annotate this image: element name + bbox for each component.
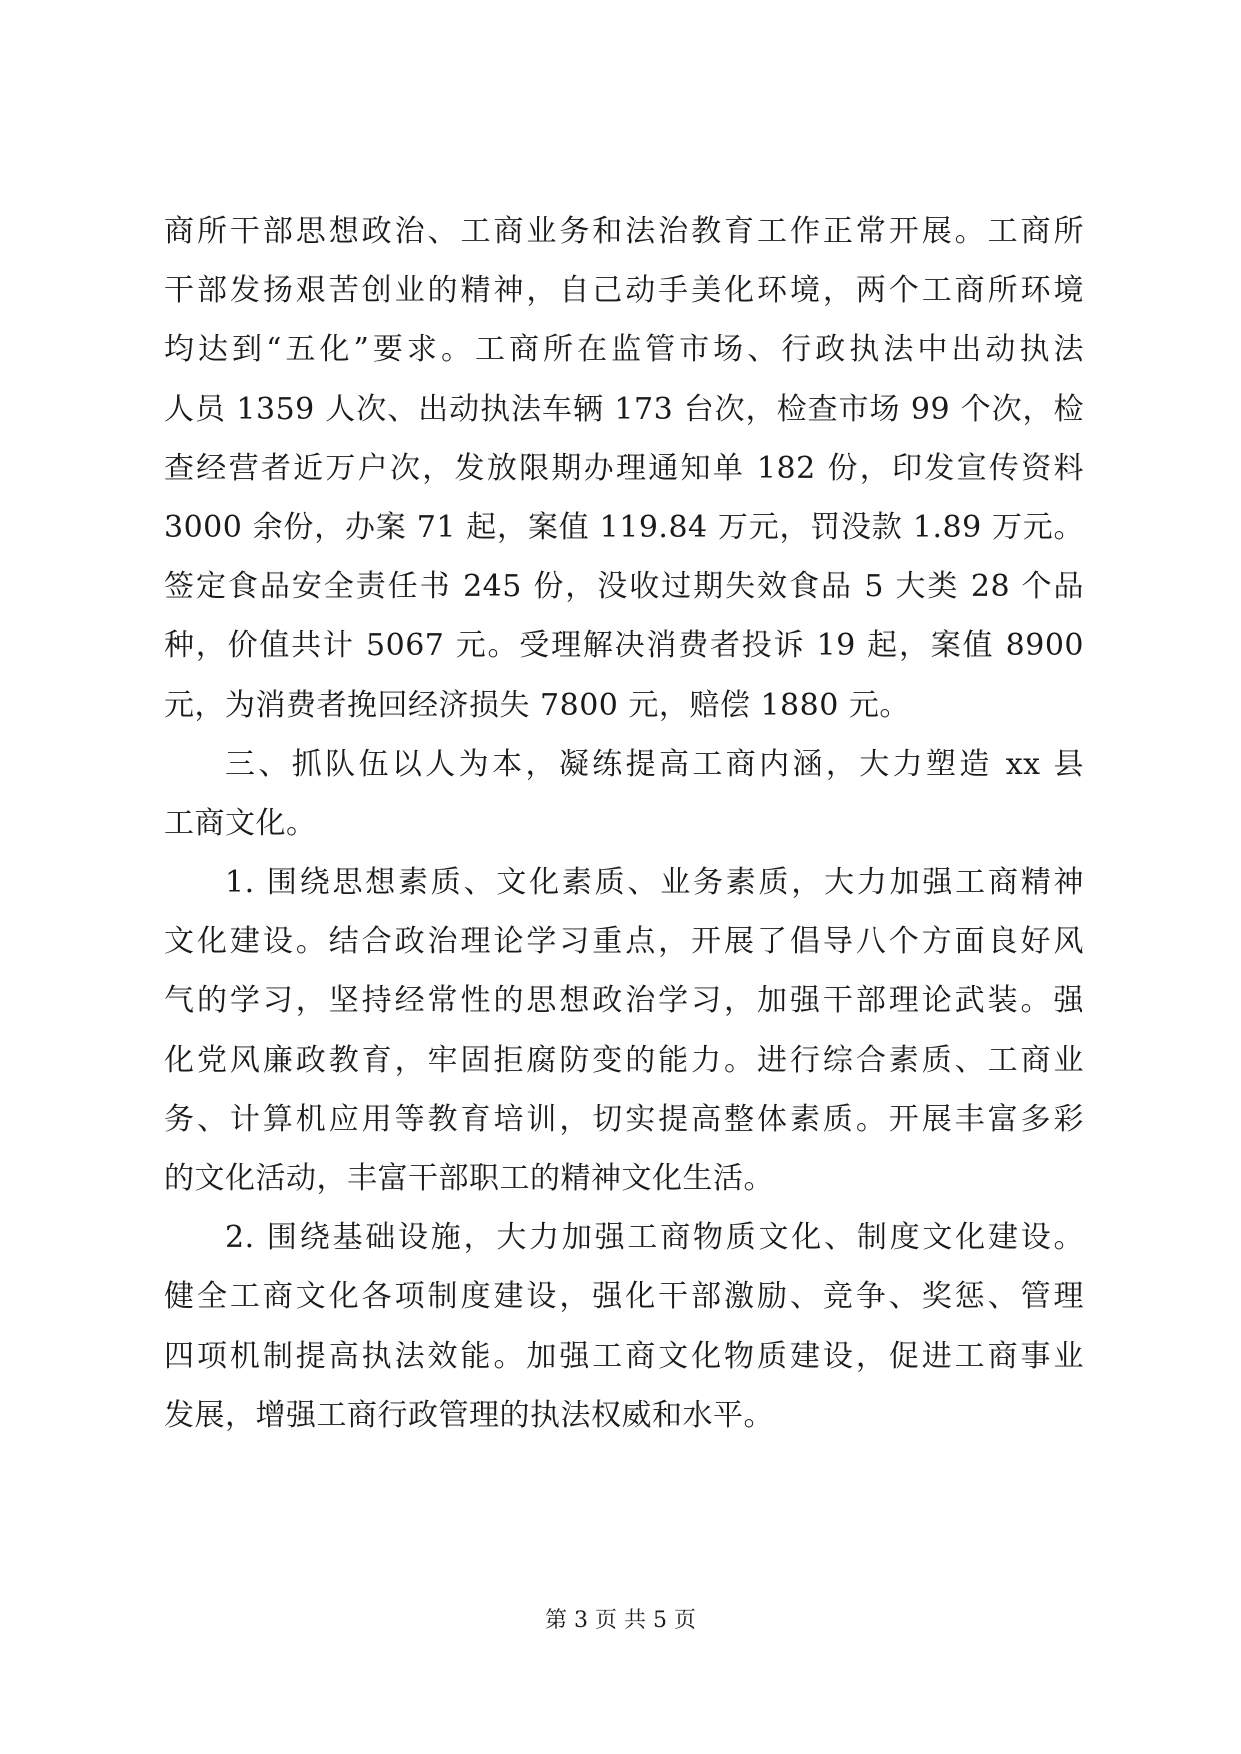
section-heading-line: 三、抓队伍以人为本，凝练提高工商内涵，大力塑造 xx 县 xyxy=(225,746,1084,782)
text-line: 四项机制提高执法效能。加强工商文化物质建设，促进工商事业 xyxy=(164,1338,1084,1374)
text-line: 均达到“五化”要求。工商所在监管市场、行政执法中出动执法 xyxy=(164,332,1084,368)
text-line: 3000 余份，办案 71 起，案值 119.84 万元，罚没款 1.89 万元。 xyxy=(164,509,1084,545)
text-line: 签定食品安全责任书 245 份，没收过期失效食品 5 大类 28 个品 xyxy=(164,569,1084,605)
text-line: 1. 围绕思想素质、文化素质、业务素质，大力加强工商精神 xyxy=(225,865,1084,901)
text-line: 2. 围绕基础设施，大力加强工商物质文化、制度文化建设。 xyxy=(225,1220,1084,1256)
text-line: 查经营者近万户次，发放限期办理通知单 182 份，印发宣传资料 xyxy=(164,450,1084,486)
text-line: 化党风廉政教育，牢固拒腐防变的能力。进行综合素质、工商业 xyxy=(164,1042,1084,1078)
text-line: 务、计算机应用等教育培训，切实提高整体素质。开展丰富多彩 xyxy=(164,1101,1084,1137)
page-number-footer: 第 3 页 共 5 页 xyxy=(545,1608,696,1633)
text-line: 健全工商文化各项制度建设，强化干部激励、竞争、奖惩、管理 xyxy=(164,1279,1084,1315)
text-line: 人员 1359 人次、出动执法车辆 173 台次，检查市场 99 个次，检 xyxy=(164,391,1084,427)
text-line: 商所干部思想政治、工商业务和法治教育工作正常开展。工商所 xyxy=(164,214,1084,249)
section-heading-line: 工商文化。 xyxy=(164,805,317,841)
text-line: 发展，增强工商行政管理的执法权威和水平。 xyxy=(164,1397,774,1433)
text-line: 文化建设。结合政治理论学习重点，开展了倡导八个方面良好风 xyxy=(164,924,1084,960)
text-line: 干部发扬艰苦创业的精神，自己动手美化环境，两个工商所环境 xyxy=(164,273,1084,309)
text-line: 种，价值共计 5067 元。受理解决消费者投诉 19 起，案值 8900 xyxy=(164,628,1084,664)
text-line: 气的学习，坚持经常性的思想政治学习，加强干部理论武装。强 xyxy=(164,983,1084,1019)
body-text xyxy=(164,202,1084,1445)
text-line: 的文化活动，丰富干部职工的精神文化生活。 xyxy=(164,1161,774,1196)
text-line: 元，为消费者挽回经济损失 7800 元，赔偿 1880 元。 xyxy=(164,687,910,723)
